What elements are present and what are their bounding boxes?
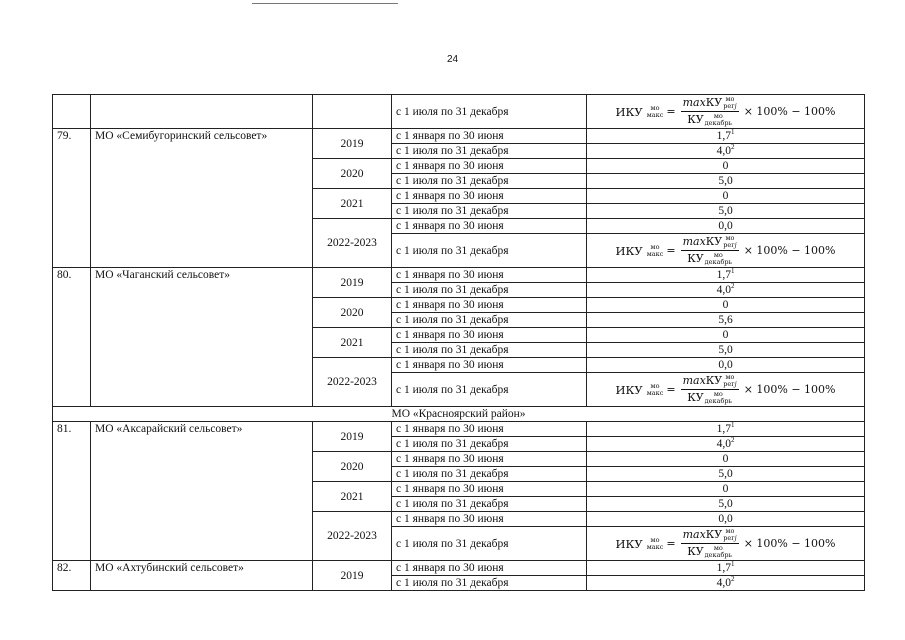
period-cell: с 1 июля по 31 декабря bbox=[392, 576, 587, 591]
period-cell: с 1 января по 30 июня bbox=[392, 482, 587, 497]
row-number: 81. bbox=[53, 422, 91, 561]
value-cell: $1,7^1$ bbox=[587, 561, 865, 576]
region-header-row bbox=[53, 407, 865, 422]
period-cell: с 1 января по 30 июня bbox=[392, 358, 587, 373]
value-cell: 0 bbox=[587, 159, 865, 174]
value-cell: $1,7^1$ bbox=[587, 422, 865, 437]
year-cell: 2020 bbox=[313, 298, 392, 328]
formula: ИКУ мо макс = maxКУ мо регj КУ мо декабрь × 100% − 100% bbox=[615, 234, 836, 266]
period-cell: с 1 января по 30 июня bbox=[392, 452, 587, 467]
value-cell: $4,0^2$ bbox=[587, 283, 865, 298]
year-cell: 2019 bbox=[313, 422, 392, 452]
period-cell: с 1 января по 30 июня bbox=[392, 512, 587, 527]
period-cell: с 1 января по 30 июня bbox=[392, 561, 587, 576]
value-cell: $4,0^2$ bbox=[587, 576, 865, 591]
year-cell: 2022-2023 bbox=[313, 219, 392, 268]
formula: ИКУ мо макс = maxКУ мо регj КУ мо декабрь × 100% − 100% bbox=[615, 95, 836, 127]
year-cell: 2021 bbox=[313, 328, 392, 358]
table-row bbox=[53, 422, 865, 437]
formula-cell bbox=[587, 234, 865, 268]
value-cell: 5,0 bbox=[587, 343, 865, 358]
period-cell: с 1 июля по 31 декабря bbox=[392, 497, 587, 512]
year-cell: 2022-2023 bbox=[313, 358, 392, 407]
value-cell: 0 bbox=[587, 189, 865, 204]
period-cell: с 1 июля по 31 декабря bbox=[392, 313, 587, 328]
value-cell: 5,0 bbox=[587, 497, 865, 512]
period-cell: с 1 января по 30 июня bbox=[392, 219, 587, 234]
value-cell: $1,7^1$ bbox=[587, 129, 865, 144]
period-cell: с 1 июля по 31 декабря bbox=[392, 204, 587, 219]
period-cell: с 1 июля по 31 декабря bbox=[392, 437, 587, 452]
period-cell: с 1 июля по 31 декабря bbox=[392, 144, 587, 159]
period-cell: с 1 января по 30 июня bbox=[392, 298, 587, 313]
indices-table bbox=[52, 94, 865, 591]
region-header: МО «Красноярский район» bbox=[53, 407, 865, 422]
value-cell: 0 bbox=[587, 482, 865, 497]
period-cell: с 1 января по 30 июня bbox=[392, 328, 587, 343]
year-cell: 2021 bbox=[313, 189, 392, 219]
row-number: 80. bbox=[53, 268, 91, 407]
period-cell: с 1 июля по 31 декабря bbox=[392, 527, 587, 561]
table-row bbox=[53, 129, 865, 144]
year-cell: 2019 bbox=[313, 129, 392, 159]
value-cell: 0 bbox=[587, 452, 865, 467]
period-cell: с 1 января по 30 июня bbox=[392, 189, 587, 204]
value-cell: 0 bbox=[587, 328, 865, 343]
formula-cell bbox=[587, 95, 865, 129]
year-cell: 2021 bbox=[313, 482, 392, 512]
value-cell: 5,6 bbox=[587, 313, 865, 328]
period-cell: с 1 июля по 31 декабря bbox=[392, 95, 587, 129]
row-number: 79. bbox=[53, 129, 91, 268]
value-cell: 0,0 bbox=[587, 512, 865, 527]
period-cell: с 1 января по 30 июня bbox=[392, 129, 587, 144]
table-row bbox=[53, 268, 865, 283]
value-cell: 0,0 bbox=[587, 358, 865, 373]
formula-cell bbox=[587, 373, 865, 407]
period-cell: с 1 июля по 31 декабря bbox=[392, 283, 587, 298]
row-number: 82. bbox=[53, 561, 91, 591]
table-row bbox=[53, 95, 865, 129]
period-cell: с 1 июля по 31 декабря bbox=[392, 174, 587, 189]
value-cell: 0,0 bbox=[587, 219, 865, 234]
period-cell: с 1 января по 30 июня bbox=[392, 268, 587, 283]
formula: ИКУ мо макс = maxКУ мо регj КУ мо декабрь × 100% − 100% bbox=[615, 373, 836, 405]
value-cell: 0 bbox=[587, 298, 865, 313]
municipality-name: МО «Семибугоринский сельсовет» bbox=[91, 129, 313, 268]
formula-cell bbox=[587, 527, 865, 561]
period-cell: с 1 января по 30 июня bbox=[392, 159, 587, 174]
period-cell: с 1 июля по 31 декабря bbox=[392, 343, 587, 358]
year-cell: 2022-2023 bbox=[313, 512, 392, 561]
period-cell: с 1 января по 30 июня bbox=[392, 422, 587, 437]
table-row bbox=[53, 561, 865, 576]
municipality-name: МО «Чаганский сельсовет» bbox=[91, 268, 313, 407]
value-cell: 5,0 bbox=[587, 467, 865, 482]
page-number: 24 bbox=[446, 54, 459, 65]
top-rule bbox=[252, 3, 398, 4]
year-cell: 2020 bbox=[313, 159, 392, 189]
value-cell: $4,0^2$ bbox=[587, 144, 865, 159]
value-cell: 5,0 bbox=[587, 174, 865, 189]
year-cell: 2019 bbox=[313, 561, 392, 591]
value-cell: $4,0^2$ bbox=[587, 437, 865, 452]
period-cell: с 1 июля по 31 декабря bbox=[392, 373, 587, 407]
municipality-name: МО «Ахтубинский сельсовет» bbox=[91, 561, 313, 591]
value-cell: $1,7^1$ bbox=[587, 268, 865, 283]
value-cell: 5,0 bbox=[587, 204, 865, 219]
period-cell: с 1 июля по 31 декабря bbox=[392, 234, 587, 268]
municipality-name: МО «Аксарайский сельсовет» bbox=[91, 422, 313, 561]
year-cell: 2020 bbox=[313, 452, 392, 482]
formula: ИКУ мо макс = maxКУ мо регj КУ мо декабрь × 100% − 100% bbox=[615, 527, 836, 559]
period-cell: с 1 июля по 31 декабря bbox=[392, 467, 587, 482]
year-cell: 2019 bbox=[313, 268, 392, 298]
